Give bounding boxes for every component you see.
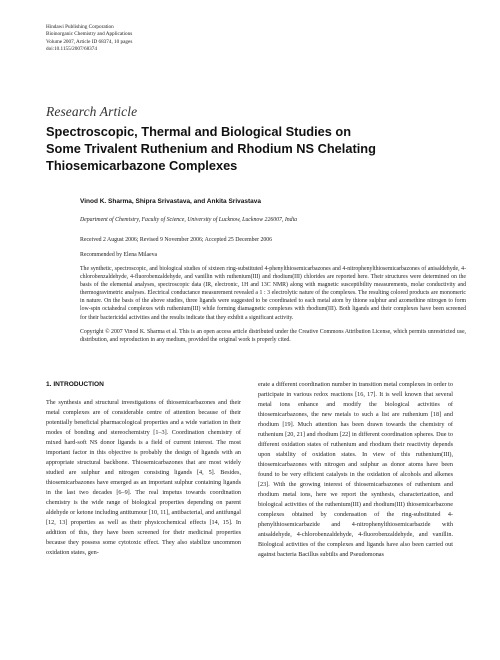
doi-link[interactable]: doi:10.1155/2007/68374 [46,45,97,52]
copyright-notice: Copyright © 2007 Vinod K. Sharma et al. This is an open access article distributed under the Creative Commons Attribution License, which permits unrestricted use, distribution, and reproduction in any medium, provided the original work is properly cited. [80,328,466,343]
body-paragraph: The synthesis and structural investigations of thiosemicarbazones and their metal complexes are of considerable centre of attention because of their potentially beneficial pharmacological properties and a wide variation in their modes of bonding and stereochemistry [1–3]. Coordination chemistry of mixed hard-soft NS donor ligands is a field of current interest. The most important factor in this objective is probably the design of ligands with an appropriate structural backbone. Thiosemicarbazones that are most widely studied are sulphur and nitrogen consisting ligands [4, 5]. Besides, thiosemicarbazones have emerged as an important sulphur containing ligands in the last two decades [6–9]. The real impetus towards coordination chemistry is the wide range of biological properties depending on parent aldehyde or ketone including antitumour [10, 11], antibacterial, and antifungal [12, 13] properties as well as their physicochemical effects [14, 15]. In addition of this, they have been screened for their medicinal properties because they possess some cytotoxic effect. They also stabilize uncommon oxidation states, gen- [46,399,241,556]
article-type: Research Article [46,104,138,119]
title-line: Spectroscopic, Thermal and Biological Studies on [46,124,352,139]
paper-title [46,124,406,174]
recommended-by: Recommended by Elena Milaeva [80,252,158,258]
affiliation: Department of Chemistry, Faculty of Science, University of Lucknow, Lucknow 226007, India [80,217,298,223]
authors: Vinod K. Sharma, Shipra Srivastava, and Ankita Srivastava [80,198,261,205]
section-heading: 1. INTRODUCTION [46,381,104,388]
body-paragraph: erate a different coordination number in transition metal complexes in order to participate in various redox reactions [16, 17]. It is well known that several metal ions enhance and modify the biological activities of thiosemicarbazones, the new metals to such a list are ruthenium [18] and rhodium [19]. Much attention has been drawn towards the chemistry of ruthenium [20, 21] and rhodium [22] in different coordination spheres. Due to different oxidation states of ruthenium and rhodium their reactivity depends upon stability of oxidation states. In view of this ruthenium(III), thiosemicarbazones with nitrogen and sulphur as donor atoms have been found to be very efficient catalysts in the oxidation of alcohols and alkenes [23]. With the growing interest of thiosemicarbazones of ruthenium and rhodium metal ions, here we report the synthesis, characterization, and biological activities of the ruthenium(III) and rhodium(III) thiosemicarbazone complexes obtained by condensation of the ring-substituted 4-phenylthiosemicarbazide and 4-nitrophenylthiosemicarbazide with anisaldehyde, 4-chlorobenzaldehyde, 4-fluorobenzaldehyde, and vanillin. Biological activities of the complexes and ligands have also been carried out against bacteria Bacillus subtilis and Pseudomonas [258,381,453,558]
abstract [80,265,466,344]
title-line: Some Trivalent Ruthenium and Rhodium NS Chelating [46,140,376,156]
submission-dates: Received 2 August 2006; Revised 9 November 2006; Accepted 25 December 2006 [80,237,273,243]
journal-name: Bioinorganic Chemistry and Applications [46,31,133,38]
journal-header [46,24,346,53]
title-line: Thiosemicarbazone Complexes [46,157,238,173]
publisher-name: Hindawi Publishing Corporation [46,24,114,30]
abstract-text: The synthetic, spectroscopic, and biological studies of sixteen ring-substituted 4-phenylthiosemicarbazones and 4-nitrophenylthiosemicarbazones of anisaldehyde, 4-chlorobenzaldehyde, 4-fluorobenzaldehyde, and vanillin with ruthenium(III) and rhodium(III) chlorides are reported here. Their structures were determined on the basis of the elemental analyses, spectroscopic data (IR, electronic, 1H and 13C NMR) along with magnetic susceptibility measurements, molar conductivity and thermogravimetric analyses. Electrical conductance measurement revealed a 1 : 3 electrolytic nature of the complexes. The resulting colored products are monomeric in nature. On the basis of the above studies, three ligands were suggested to be coordinated to each metal atom by thione sulphur and azomethine nitrogen to form low-spin octahedral complexes with ruthenium(III) while forming diamagnetic complexes with rhodium(III). Both ligands and their complexes have been screened for their bactericidal activities and the results indicate that they exhibit a significant activity. [80,266,466,321]
volume-info: Volume 2007, Article ID 68374, 10 pages [46,38,133,45]
body-column-left [46,398,241,558]
body-column-right [258,380,453,560]
